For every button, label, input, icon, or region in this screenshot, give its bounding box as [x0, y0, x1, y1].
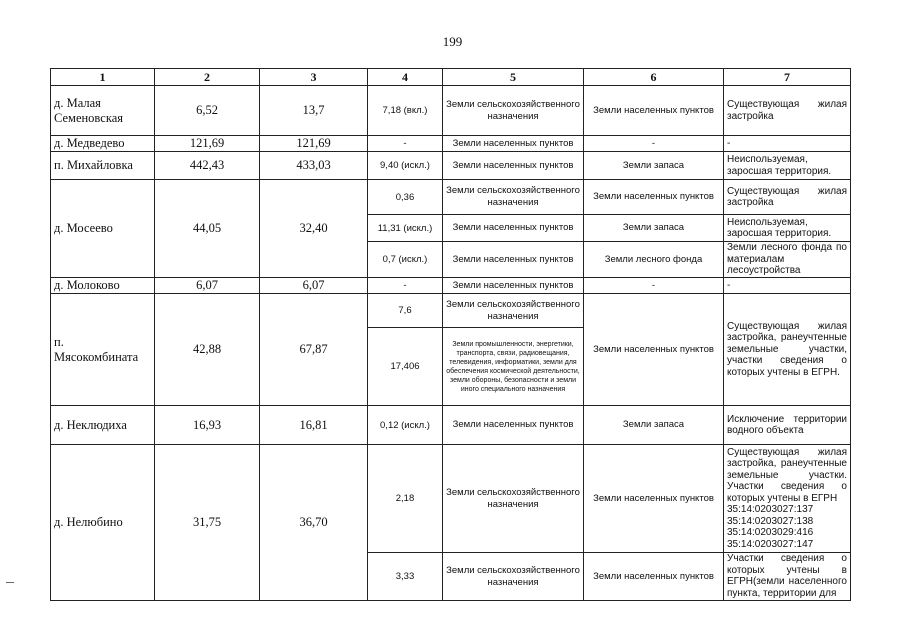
area-value: 31,75 — [155, 445, 260, 601]
table-row — [51, 278, 851, 294]
table-row — [51, 406, 851, 445]
land-category-to: Земли населенных пунктов — [584, 445, 724, 553]
note: Участки сведения о которых учтены в ЕГРН(земли населенного пункта, территории для — [724, 553, 851, 601]
settlement-name: д. Неклюдиха — [51, 406, 155, 445]
change-value: 0,36 — [368, 180, 443, 215]
change-value: - — [368, 136, 443, 152]
land-category-to: Земли населенных пунктов — [584, 294, 724, 406]
header-cell: 5 — [443, 69, 584, 86]
change-value: 11,31 (искл.) — [368, 215, 443, 242]
land-category-to: Земли населенных пунктов — [584, 86, 724, 136]
settlement-name: п. Михайловка — [51, 152, 155, 180]
header-cell: 4 — [368, 69, 443, 86]
area-value: 13,7 — [260, 86, 368, 136]
land-category-to: - — [584, 278, 724, 294]
margin-mark — [6, 582, 14, 583]
area-value: 6,52 — [155, 86, 260, 136]
land-category-to: - — [584, 136, 724, 152]
area-value: 42,88 — [155, 294, 260, 406]
land-category-table — [50, 68, 851, 601]
note: Существующая жилая застройка — [724, 180, 851, 215]
change-value: 9,40 (искл.) — [368, 152, 443, 180]
area-value: 32,40 — [260, 180, 368, 278]
page-number: 199 — [442, 34, 463, 49]
table-row — [51, 86, 851, 136]
header-cell: 2 — [155, 69, 260, 86]
settlement-name: д. Нелюбино — [51, 445, 155, 601]
settlement-name: д. Медведево — [51, 136, 155, 152]
change-value: - — [368, 278, 443, 294]
land-category-from: Земли населенных пунктов — [443, 215, 584, 242]
header-cell: 7 — [724, 69, 851, 86]
land-category-from: Земли сельскохозяйственного назначения — [443, 553, 584, 601]
settlement-name: п. Мясокомбината — [51, 294, 155, 406]
note: Неиспользуемая, заросшая территория. — [724, 215, 851, 242]
note: Исключение территории водного объекта — [724, 406, 851, 445]
note: Существующая жилая застройка — [724, 86, 851, 136]
header-cell: 3 — [260, 69, 368, 86]
land-category-to: Земли запаса — [584, 152, 724, 180]
land-category-from: Земли населенных пунктов — [443, 152, 584, 180]
table-row — [51, 294, 851, 328]
area-value: 433,03 — [260, 152, 368, 180]
note — [724, 445, 851, 553]
note: - — [724, 278, 851, 294]
cadastral-number: 35:14:0203029:416 — [727, 527, 814, 539]
land-category-to: Земли лесного фонда — [584, 242, 724, 278]
land-category-from: Земли населенных пунктов — [443, 406, 584, 445]
area-value: 67,87 — [260, 294, 368, 406]
settlement-name: д. Малая Семеновская — [51, 86, 155, 136]
area-value: 6,07 — [155, 278, 260, 294]
note: Неиспользуемая, заросшая территория. — [724, 152, 851, 180]
change-value: 2,18 — [368, 445, 443, 553]
change-value: 7,6 — [368, 294, 443, 328]
land-category-to: Земли запаса — [584, 406, 724, 445]
area-value: 121,69 — [260, 136, 368, 152]
land-category-from: Земли населенных пунктов — [443, 278, 584, 294]
area-value: 6,07 — [260, 278, 368, 294]
land-category-from: Земли населенных пунктов — [443, 136, 584, 152]
settlement-name: д. Молоково — [51, 278, 155, 294]
table-row — [51, 152, 851, 180]
note: Существующая жилая застройка, ранеучтенные земельные участки, участки сведения о которых учтены в ЕГРН. — [724, 294, 851, 406]
header-cell: 1 — [51, 69, 155, 86]
cadastral-number: 35:14:0203027:138 — [727, 515, 814, 527]
cadastral-number: 35:14:0203027:147 — [727, 538, 814, 550]
header-cell: 6 — [584, 69, 724, 86]
cadastral-number: 35:14:0203027:137 — [727, 504, 814, 516]
note: - — [724, 136, 851, 152]
land-category-from: Земли сельскохозяйственного назначения — [443, 445, 584, 553]
land-category-to: Земли населенных пунктов — [584, 553, 724, 601]
land-category-from: Земли населенных пунктов — [443, 242, 584, 278]
note: Земли лесного фонда по материалам лесоустройства — [724, 242, 851, 278]
land-category-from: Земли сельскохозяйственного назначения — [443, 86, 584, 136]
land-category-from: Земли сельскохозяйственного назначения — [443, 180, 584, 215]
land-category-to: Земли запаса — [584, 215, 724, 242]
land-category-from: Земли сельскохозяйственного назначения — [443, 294, 584, 328]
change-value: 0,12 (искл.) — [368, 406, 443, 445]
change-value: 0,7 (искл.) — [368, 242, 443, 278]
area-value: 36,70 — [260, 445, 368, 601]
land-category-to: Земли населенных пунктов — [584, 180, 724, 215]
table-row — [51, 445, 851, 553]
settlement-name: д. Мосеево — [51, 180, 155, 278]
table-row — [51, 180, 851, 215]
area-value: 44,05 — [155, 180, 260, 278]
table-row — [51, 136, 851, 152]
land-category-from: Земли промышленности, энергетики, транспорта, связи, радиовещания, телевидения, информатики, земли для обеспечения космической деятельности, земли обороны, безопасности и земли иного специального назначения — [443, 328, 584, 406]
area-value: 121,69 — [155, 136, 260, 152]
note-text: Существующая жилая застройка, ранеучтенные земельные участки. Участки сведения о которых учтены в ЕГРН — [727, 446, 847, 504]
change-value: 3,33 — [368, 553, 443, 601]
change-value: 7,18 (вкл.) — [368, 86, 443, 136]
change-value: 17,406 — [368, 328, 443, 406]
area-value: 16,81 — [260, 406, 368, 445]
area-value: 16,93 — [155, 406, 260, 445]
area-value: 442,43 — [155, 152, 260, 180]
header-row — [51, 69, 851, 86]
